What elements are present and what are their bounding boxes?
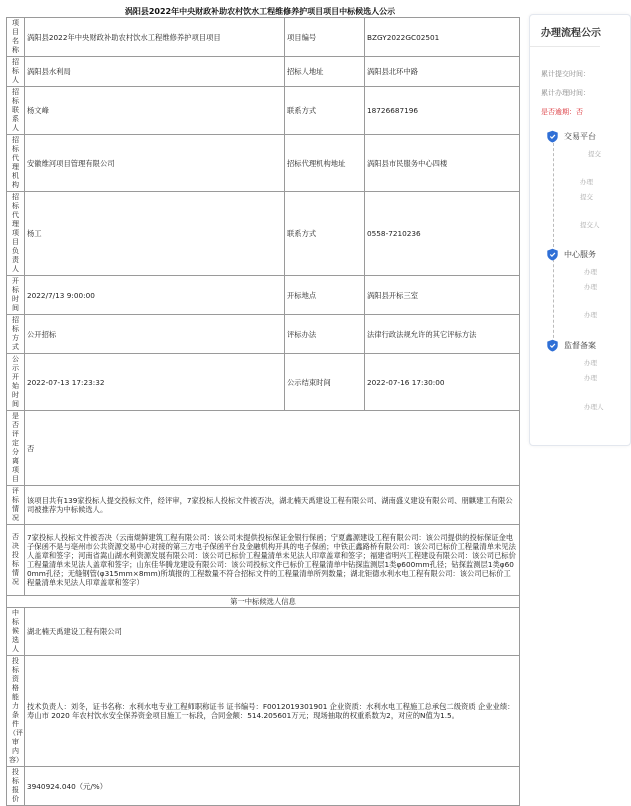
step-label: 办理 [584, 268, 597, 276]
tenderer-label: 招标人 [7, 57, 25, 87]
announcement-table [6, 17, 520, 806]
agent-lead-value: 杨工 [25, 192, 285, 276]
agency-address-label: 招标代理机构地址 [285, 135, 365, 192]
project-name-label: 项目名称 [7, 18, 25, 57]
stage-label-service: 中心服务 [564, 250, 596, 259]
submit-time-label: 累计提交时间： [541, 70, 590, 78]
tenderer-contact-label: 招标联系人 [7, 87, 25, 135]
open-place-label: 开标地点 [285, 276, 365, 315]
table-row [7, 192, 520, 276]
agency-value: 安徽维河项目管理有限公司 [25, 135, 285, 192]
publicity-start-label: 公示开始时间 [7, 354, 25, 411]
bid-price-label: 投标报价 [7, 767, 25, 806]
rejection-value: 7家投标人投标文件被否决（云南焜鲜建筑工程有限公司：该公司未提供投标保证金银行保函；宁夏鑫源建设工程有限公司：该公司提供的投标保证金电子保函不是与亳州市公共资源交易中心对接的第三方电子保函平台及金融机构开具的电子保函；中铁正鑫路桥有限公司：该公司已标价工程量清单未见法人盖章和签字；河南省嵩山湖水利资源发展有限公司：该公司已标价工程量清单未见法人印章盖章和签字；福建省明兴工程建设有限公司：该公司已标价工程量清单未见法人盖章和签字；山东佳华腾龙建设有限公司：该公司投标文件已标价工程量清单中钻探监测层1类φ600mm孔径；钻探监测层1类φ600mm孔径；无缝钢管(φ315mm×8mm)所填报的工程数量不符合招标文件的工程量清单所列数量；湖北钜德水利水电工程有限公司：该公司已标价工程量清单未见法人印章盖章和签字） [25, 525, 520, 596]
open-place-value: 涡阳县开标三室 [365, 276, 520, 315]
candidate-name-label: 中标候选人 [7, 608, 25, 656]
bid-price-value: 3940924.040（元/%） [25, 767, 520, 806]
step-label: 办理 [580, 178, 593, 186]
step-label: 办理 [584, 283, 597, 291]
eval-method-label: 评标办法 [285, 315, 365, 354]
contact-phone-label: 联系方式 [285, 87, 365, 135]
step-label: 提交 [580, 193, 593, 201]
agency-address-value: 涡阳县市民服务中心四楼 [365, 135, 520, 192]
publicity-start-value: 2022-07-13 17:23:32 [25, 354, 285, 411]
table-row [7, 315, 520, 354]
table-row [7, 608, 520, 656]
table-row [7, 276, 520, 315]
document-title: 涡阳县2022年中央财政补助农村饮水工程维修养护项目项目中标候选人公示 [124, 7, 396, 16]
timeline-line [553, 138, 554, 348]
publicity-end-label: 公示结束时间 [285, 354, 365, 411]
contact-phone-value: 18726687196 [365, 87, 520, 135]
eval-method-value: 法律行政法规允许的其它评标方法 [365, 315, 520, 354]
step-label: 办理 [584, 374, 597, 382]
table-row [7, 767, 520, 806]
step-label: 办理 [584, 311, 597, 319]
shield-icon [546, 130, 559, 143]
step-label: 办理人 [584, 403, 604, 411]
shield-icon [546, 248, 559, 261]
segmented-value: 否 [25, 411, 520, 486]
agent-lead-label: 招标代理项目负责人 [7, 192, 25, 276]
table-row [7, 411, 520, 486]
open-time-label: 开标时间 [7, 276, 25, 315]
open-time-value: 2022/7/13 9:00:00 [25, 276, 285, 315]
project-name-value: 涡阳县2022年中央财政补助农村饮水工程维修养护项目项目 [25, 18, 285, 57]
table-row [7, 18, 520, 57]
candidate-section-title: 第一中标候选人信息 [7, 596, 520, 608]
qualification-value: 技术负责人：刘冬，证书名称：水利水电专业工程师职称证书 证书编号：F0012019301901 企业资质：水利水电工程施工总承包二级资质 企业业绩：寿山市 2020 年农村饮水安全保养资金项目施工一标段，合同金额：514.205601万元；现场抽取的权重系数为2，对应的N值为1.5。 [25, 656, 520, 767]
agency-label: 招标代理机构 [7, 135, 25, 192]
project-code-label: 项目编号 [285, 18, 365, 57]
process-sidebar [529, 0, 604, 513]
table-row [7, 596, 520, 608]
overdue-status: 是否逾期：否 [541, 108, 583, 116]
process-title: 办理流程公示 [541, 28, 601, 39]
sidebar-divider [529, 46, 600, 47]
table-row [7, 354, 520, 411]
tenderer-value: 涡阳县水利局 [25, 57, 285, 87]
segmented-label: 是否评定分离项目 [7, 411, 25, 486]
tenderer-address-value: 涡阳县北环中路 [365, 57, 520, 87]
project-code-value: BZGY2022GC02501 [365, 18, 520, 57]
eval-situation-label: 评标情况 [7, 486, 25, 525]
step-label: 提交人 [580, 221, 600, 229]
tenderer-address-label: 招标人地址 [285, 57, 365, 87]
agent-phone-value: 0558-7210236 [365, 192, 520, 276]
table-row [7, 87, 520, 135]
stage-label-supervision: 监督备案 [564, 341, 596, 350]
step-label: 提交 [588, 150, 601, 158]
publicity-end-value: 2022-07-16 17:30:00 [365, 354, 520, 411]
agent-phone-label: 联系方式 [285, 192, 365, 276]
step-label: 办理 [584, 359, 597, 367]
table-row [7, 57, 520, 87]
candidate-name-value: 湖北楠天禹建设工程有限公司 [25, 608, 520, 656]
rejection-label: 否决投标情况 [7, 525, 25, 596]
table-row [7, 525, 520, 596]
tenderer-contact-value: 杨文峰 [25, 87, 285, 135]
process-time-label: 累计办理时间： [541, 89, 590, 97]
stage-label-trading: 交易平台 [564, 132, 596, 141]
qualification-label: 投标资格能力条件（评审内容） [7, 656, 25, 767]
table-row [7, 135, 520, 192]
method-value: 公开招标 [25, 315, 285, 354]
table-row [7, 656, 520, 767]
shield-icon [546, 339, 559, 352]
eval-situation-value: 该项目共有139家投标人提交投标文件，经评审，7家投标人投标文件被否决，湖北楠天禹建设工程有限公司、湖南盛义建设有限公司、朋麒建工有限公司被推荐为中标候选人。 [25, 486, 520, 525]
method-label: 招标方式 [7, 315, 25, 354]
table-row [7, 486, 520, 525]
